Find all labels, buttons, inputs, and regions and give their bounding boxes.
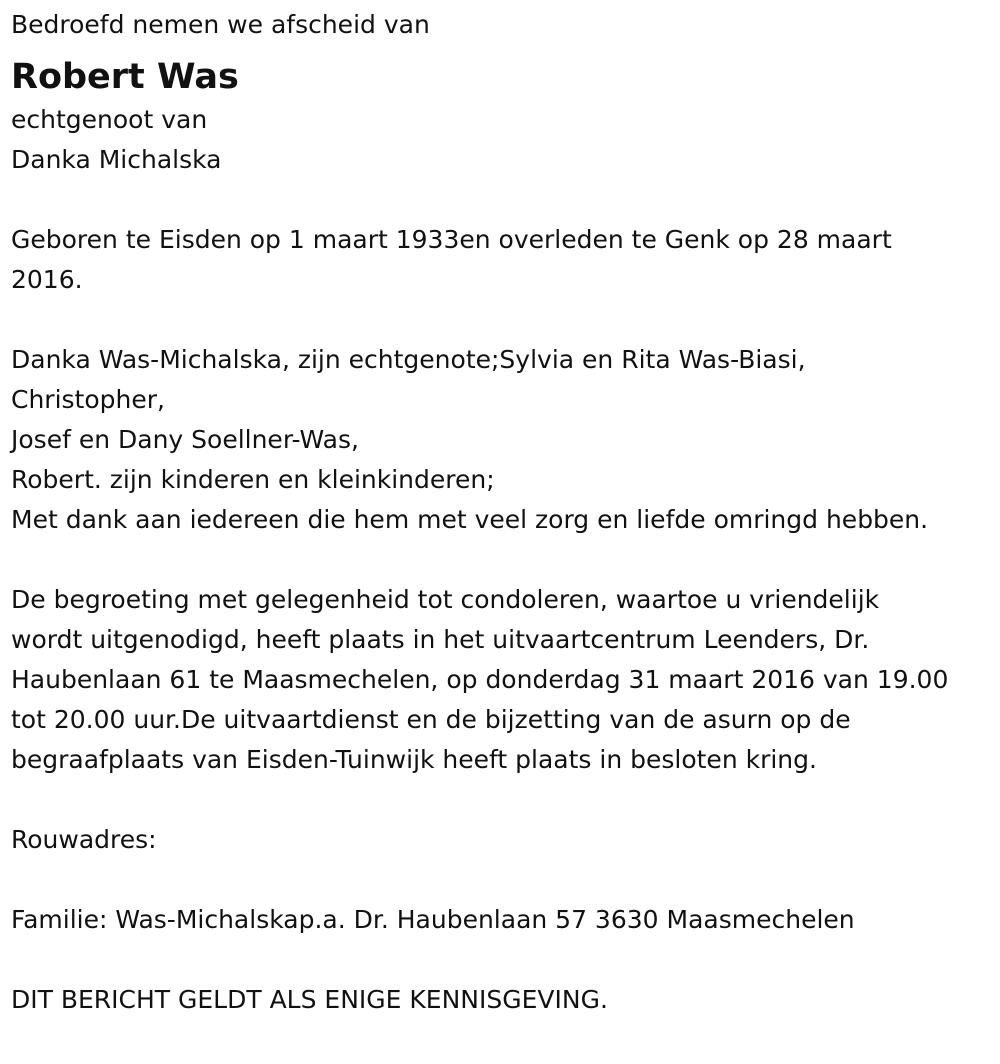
family-line: Christopher, [11, 385, 165, 414]
spacer [11, 940, 996, 980]
family-line: Josef en Dany Soellner-Was, [11, 425, 359, 454]
ceremony-line: De begroeting met gelegenheid tot condoleren, waartoe u vriendelijk [11, 585, 880, 614]
intro-text: Bedroefd nemen we afscheid van [11, 10, 430, 39]
spacer [11, 540, 996, 580]
birth-death-text: 2016. [11, 265, 83, 294]
family-line: Danka Was-Michalska, zijn echtgenote;Sylvia en Rita Was-Biasi, [11, 345, 806, 374]
ceremony-line: begraafplaats van Eisden-Tuinwijk heeft plaats in besloten kring. [11, 745, 817, 774]
birth-death-text: Geboren te Eisden op 1 maart 1933en overleden te Genk op 28 maart [11, 225, 892, 254]
ceremony-line: Haubenlaan 61 te Maasmechelen, op donderdag 31 maart 2016 van 19.00 [11, 665, 949, 694]
ceremony-line: tot 20.00 uur.De uitvaartdienst en de bijzetting van de asurn op de [11, 705, 851, 734]
spouse-label: echtgenoot van [11, 105, 208, 134]
address-label: Rouwadres: [11, 825, 157, 854]
deceased-name: Robert Was [11, 57, 239, 97]
spacer [11, 780, 996, 820]
ceremony-line: wordt uitgenodigd, heeft plaats in het uitvaartcentrum Leenders, Dr. [11, 625, 870, 654]
family-line: Robert. zijn kinderen en kleinkinderen; [11, 465, 495, 494]
closing-text: DIT BERICHT GELDT ALS ENIGE KENNISGEVING. [11, 985, 608, 1014]
spacer [11, 300, 996, 340]
family-line: Met dank aan iedereen die hem met veel zorg en liefde omringd hebben. [11, 505, 929, 534]
obituary-notice [11, 5, 996, 1020]
spacer [11, 860, 996, 900]
address-text: Familie: Was-Michalskap.a. Dr. Haubenlaan 57 3630 Maasmechelen [11, 905, 855, 934]
spacer [11, 180, 996, 220]
spouse-name: Danka Michalska [11, 145, 222, 174]
